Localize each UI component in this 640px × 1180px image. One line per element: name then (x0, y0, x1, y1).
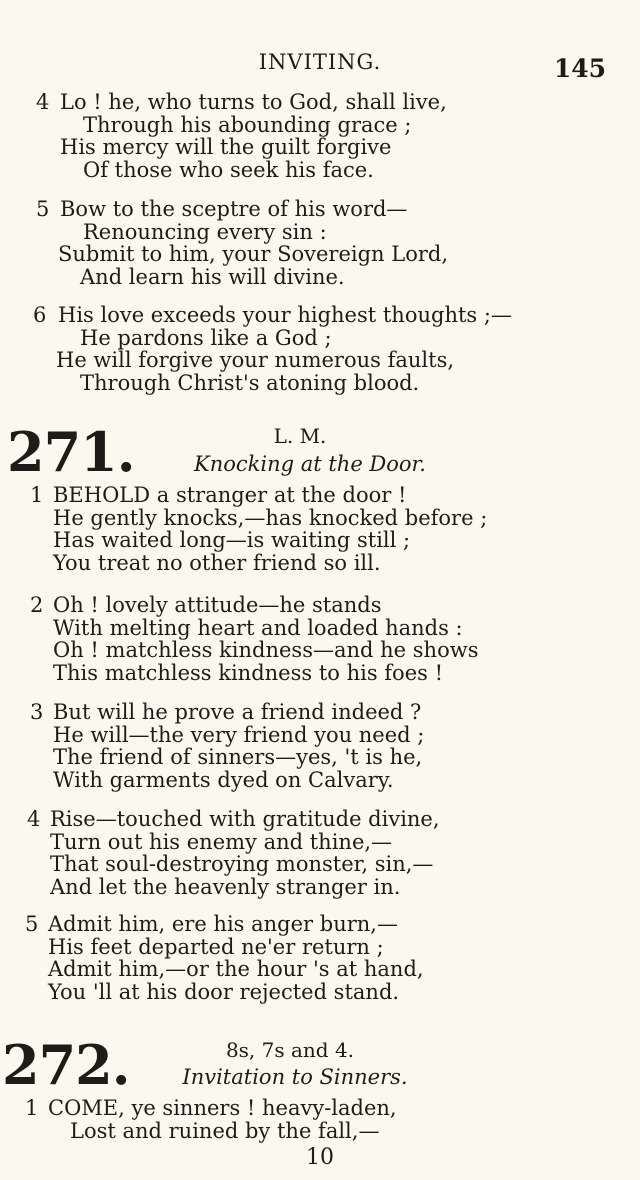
stanza-271-3 (0, 701, 640, 791)
verse-line: This matchless kindness to his foes ! (53, 660, 444, 685)
verse-line: COME, ye sinners ! heavy-laden, (48, 1096, 397, 1120)
verse-line: Oh ! lovely attitude—he stands (53, 593, 382, 617)
verse-line: But will he prove a friend indeed ? (53, 700, 422, 724)
hymn-number-271: 271. (7, 420, 135, 484)
verse-line: With melting heart and loaded hands : (53, 615, 463, 640)
verse-line: Admit him,—or the hour 's at hand, (48, 957, 424, 981)
verse-line: He pardons like a God ; (80, 325, 332, 350)
verse-line: His mercy will the guilt forgive (60, 135, 392, 159)
prev-stanza-4 (0, 91, 640, 181)
stanza-number: 6 (33, 303, 47, 327)
page-number: 145 (553, 54, 606, 83)
verse-line: Rise—touched with gratitude divine, (50, 807, 440, 831)
stanza-number: 3 (30, 700, 44, 724)
stanza-number: 5 (36, 197, 50, 221)
stanza-272-1 (0, 1097, 640, 1142)
verse-line: Submit to him, your Sovereign Lord, (58, 242, 448, 266)
prev-stanza-6 (0, 304, 640, 394)
signature-mark: 10 (306, 1145, 334, 1170)
verse-line: Renouncing every sin : (83, 219, 327, 244)
verse-line: With garments dyed on Calvary. (53, 767, 394, 792)
verse-line: He will forgive your numerous faults, (56, 348, 455, 372)
verse-line: Of those who seek his face. (83, 157, 374, 182)
running-header: INVITING. (258, 50, 382, 74)
verse-line: You 'll at his door rejected stand. (48, 979, 400, 1004)
verse-line: Oh ! matchless kindness—and he shows (53, 638, 479, 662)
verse-line: You treat no other friend so ill. (53, 550, 381, 575)
stanza-271-4 (0, 808, 640, 898)
verse-line: Through his abounding grace ; (83, 112, 412, 137)
verse-line: He gently knocks,—has knocked before ; (53, 505, 488, 530)
hymn-title-272: Invitation to Sinners. (182, 1065, 408, 1089)
verse-line: Through Christ's atoning blood. (80, 370, 420, 395)
verse-line: Admit him, ere his anger burn,— (48, 912, 398, 936)
hymn-meter-271: L. M. (273, 424, 327, 448)
verse-line: His feet departed ne'er return ; (48, 934, 384, 959)
stanza-number: 4 (36, 90, 50, 114)
stanza-number: 4 (27, 807, 41, 831)
verse-line: He will—the very friend you need ; (53, 722, 425, 747)
verse-line: And learn his will divine. (80, 264, 345, 289)
hymn-number-272: 272. (2, 1033, 130, 1097)
stanza-number: 2 (30, 593, 44, 617)
verse-line: Lo ! he, who turns to God, shall live, (60, 90, 447, 114)
hymn-title-271: Knocking at the Door. (194, 452, 426, 476)
verse-line: That soul-destroying monster, sin,— (50, 852, 434, 876)
verse-line: His love exceeds your highest thoughts ;— (58, 303, 512, 327)
stanza-271-5 (0, 913, 640, 1003)
verse-line: Bow to the sceptre of his word— (60, 197, 408, 221)
verse-line: Turn out his enemy and thine,— (50, 829, 393, 854)
stanza-271-2 (0, 594, 640, 684)
verse-line: BEHOLD a stranger at the door ! (53, 483, 407, 507)
stanza-271-1 (0, 484, 640, 574)
stanza-number: 1 (30, 483, 44, 507)
verse-line: Lost and ruined by the fall,— (70, 1118, 380, 1143)
stanza-number: 1 (25, 1096, 39, 1120)
verse-line: Has waited long—is waiting still ; (53, 528, 411, 552)
stanza-number: 5 (25, 912, 39, 936)
hymn-meter-272: 8s, 7s and 4. (225, 1038, 355, 1062)
prev-stanza-5 (0, 198, 640, 288)
verse-line: The friend of sinners—yes, 't is he, (53, 745, 423, 769)
verse-line: And let the heavenly stranger in. (50, 874, 401, 899)
